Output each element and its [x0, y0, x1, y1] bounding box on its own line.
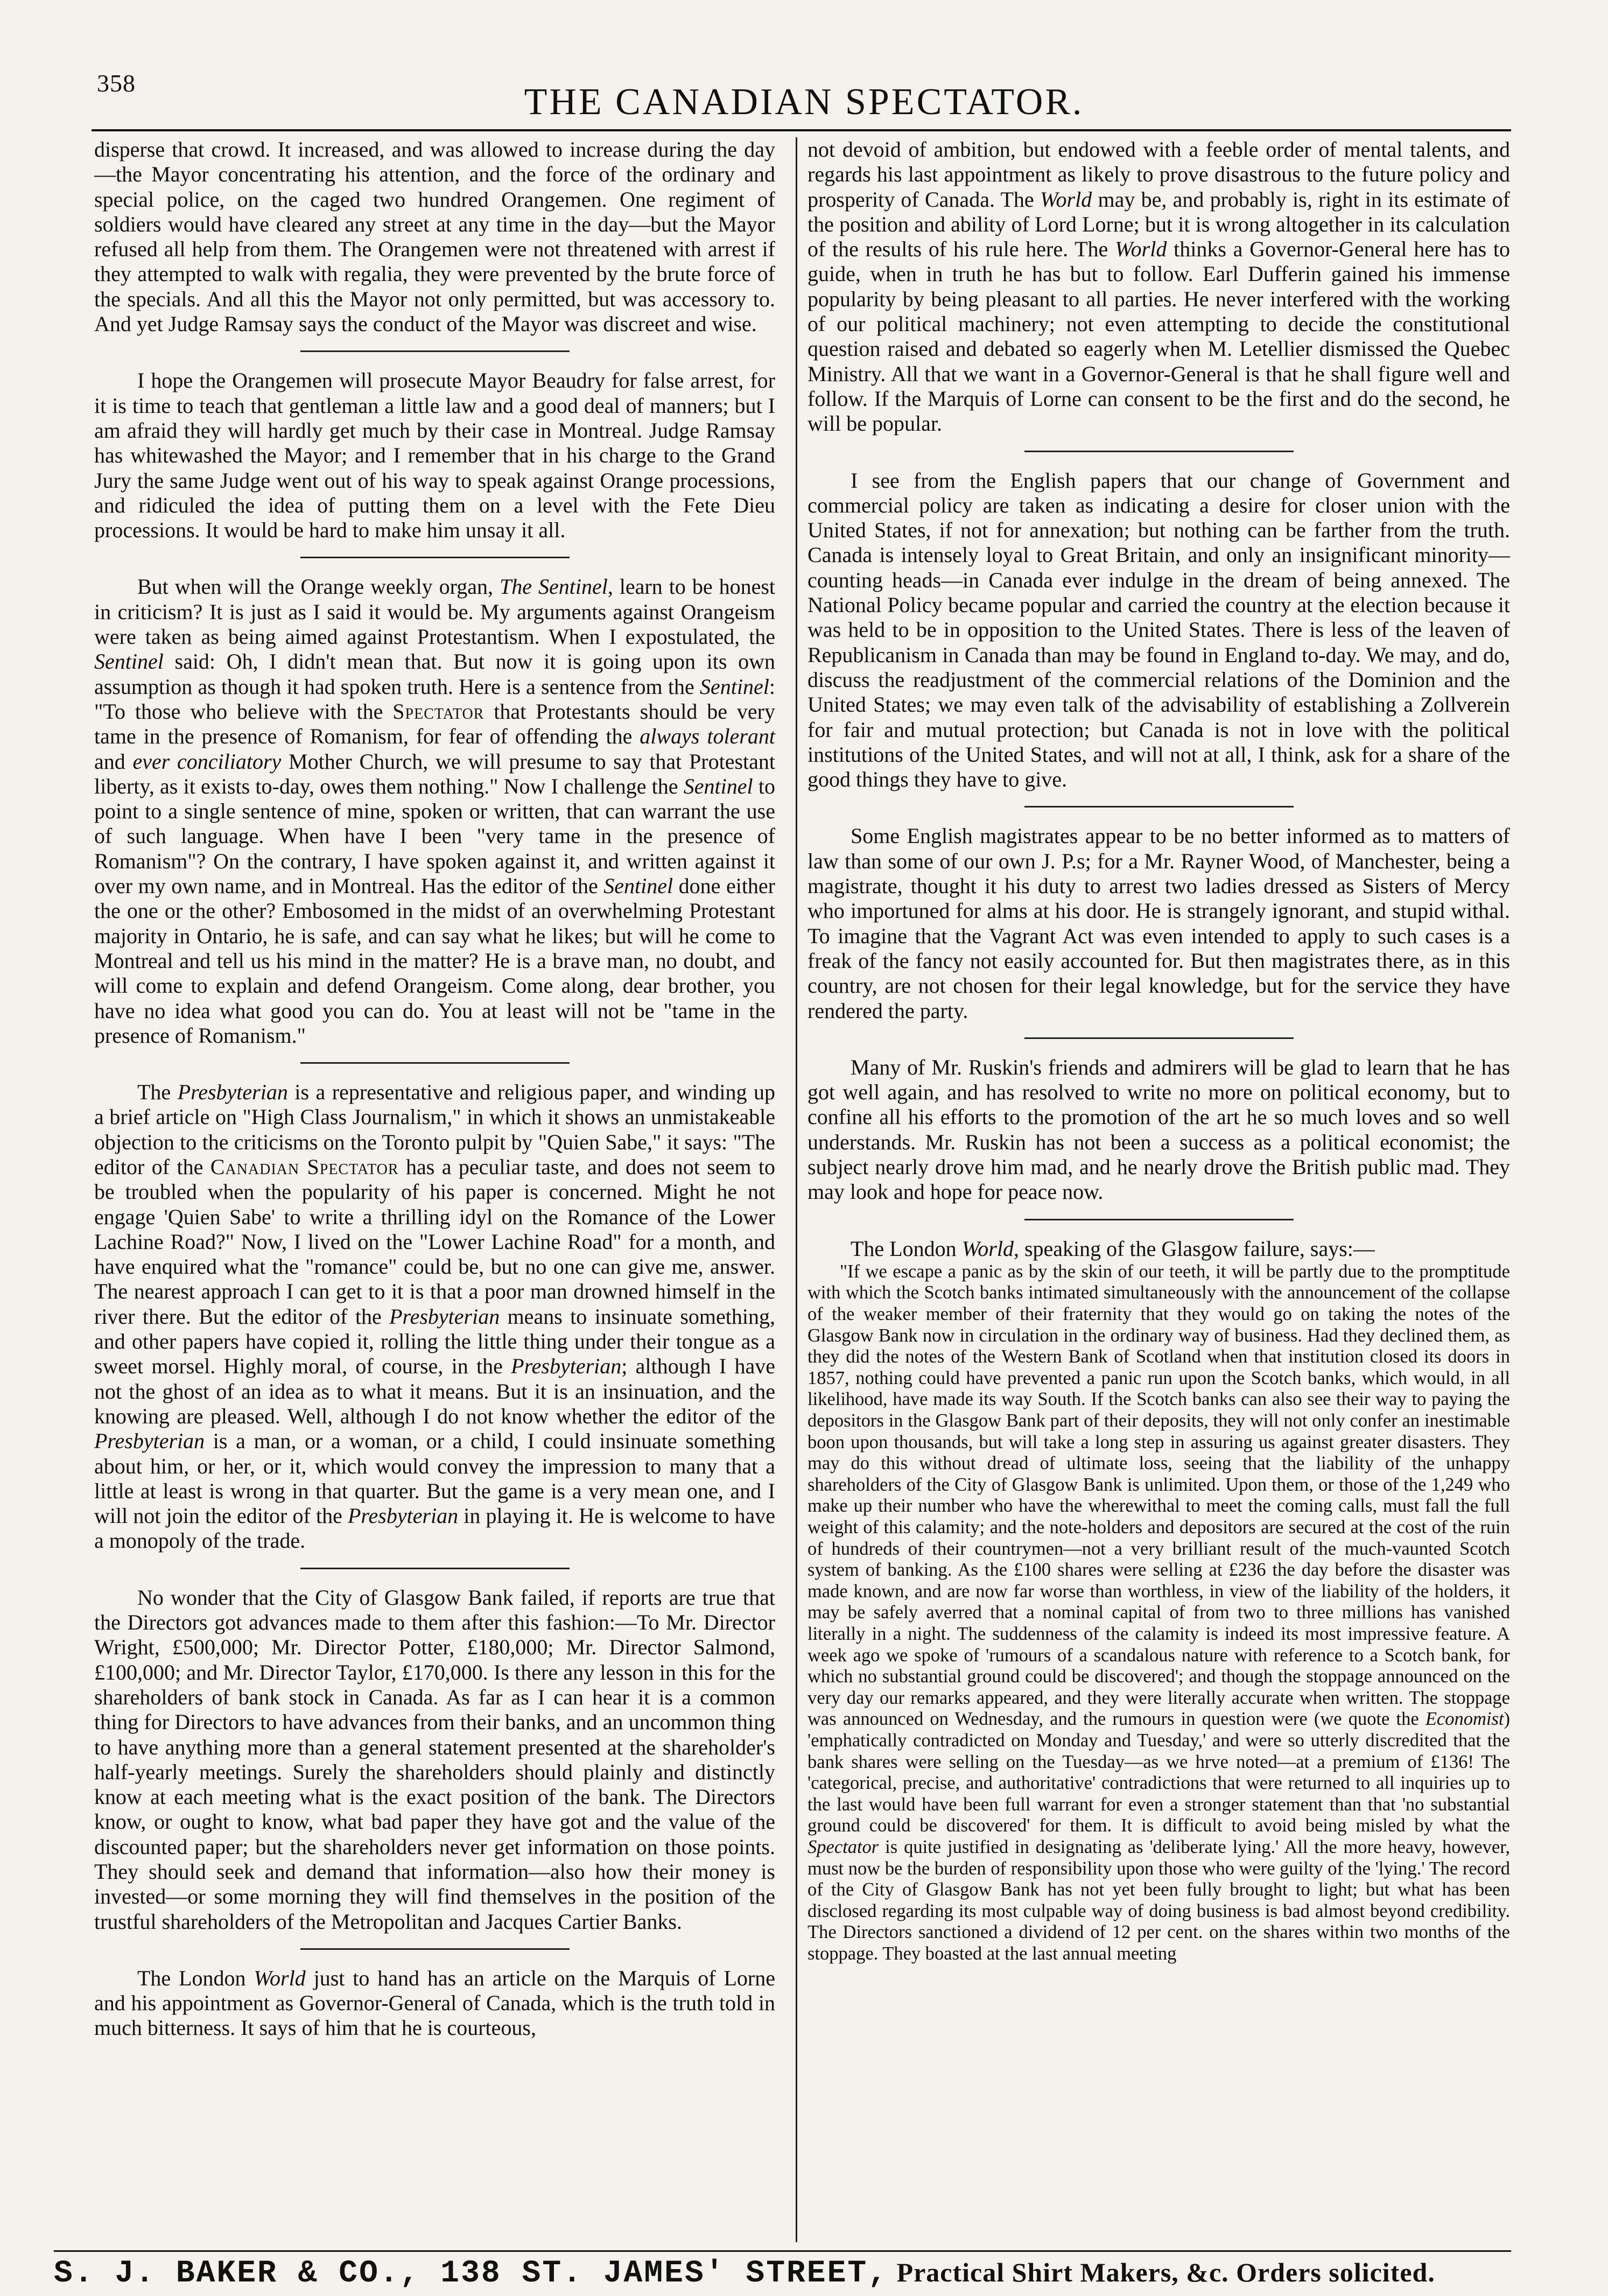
section-separator [300, 1062, 570, 1064]
footer-rule [54, 2250, 1511, 2252]
left-column [94, 137, 775, 2041]
page-number: 358 [97, 69, 136, 97]
article-paragraph: Some English magistrates appear to be no better informed as to matters of law than some of our own J. P.s; for a Mr. Rayner Wood, of Manchester, being a magistrate, thought it his duty to arrest two ladies dressed as Sisters of Mercy who importuned for alms at his door. He is strangely ignorant, and stupid withal. To imagine that the Vagrant Act was even intended to apply to such cases is a freak of the fancy not easily accounted for. But then magistrates there, as in this country, are not chosen for their legal knowledge, but for the service they have rendered the party. [807, 824, 1510, 1023]
section-separator [1024, 451, 1294, 452]
section-separator [1024, 806, 1294, 808]
footer-advertisement [54, 2253, 1511, 2291]
header-rule [92, 129, 1511, 131]
advertiser-tagline: Practical Shirt Makers, &c. Orders solicited. [896, 2257, 1435, 2287]
article-paragraph: No wonder that the City of Glasgow Bank failed, if reports are true that the Directors got advances made to them after this fashion:—To Mr. Director Wright, £500,000; Mr. Director Potter, £180,000; Mr. Director Salmond, £100,000; and Mr. Director Taylor, £170,000. Is there any lesson in this for the shareholders of bank stock in Canada. As far as I can hear it is a common thing for Directors to have advances from their banks, and an uncommon thing to have anything more than a general statement presented at the shareholder's half-yearly meetings. Surely the shareholders should plainly and distinctly know at each meeting what is the exact position of the bank. The Directors know, or ought to know, what bad paper they have got and the value of the discounted paper; but the shareholders never get information on those points. They should seek and demand that information—also how their money is invested—or some morning they will find themselves in the position of the trustful shareholders of the Metropolitan and Jacques Cartier Banks. [94, 1585, 775, 1934]
section-separator [300, 350, 570, 352]
column-divider [796, 137, 797, 2242]
article-paragraph: Many of Mr. Ruskin's friends and admirers will be glad to learn that he has got well again, and has resolved to write no more on political economy, but to confine all his efforts to the promotion of the art he so much loves and so well understands. Mr. Ruskin has not been a success as a political economist; the subject nearly drove him mad, and he nearly drove the British public mad. They may look and hope for peace now. [807, 1055, 1510, 1204]
section-separator [300, 1948, 570, 1950]
section-separator [1024, 1037, 1294, 1039]
page-title: THE CANADIAN SPECTATOR. [524, 81, 1084, 123]
article-paragraph: disperse that crowd. It increased, and was allowed to increase during the day—the Mayor concentrating his attention, and the force of the ordinary and special police, on the caged two hundred Orangemen. One regiment of soldiers would have cleared any street at any time in the day—but the Mayor refused all help from them. The Orangemen were not threatened with arrest if they attempted to walk with regalia, they were prevented by the brute force of the specials. And all this the Mayor not only permitted, but was accessory to. And yet Judge Ramsay says the conduct of the Mayor was discreet and wise. [94, 137, 775, 336]
right-column [807, 137, 1510, 1964]
article-paragraph: The London World just to hand has an article on the Marquis of Lorne and his appointment as Governor-General of Canada, which is the truth told in much bitterness. It says of him that he is courteous, [94, 1965, 775, 2040]
article-paragraph: not devoid of ambition, but endowed with a feeble order of mental talents, and regards his last appointment as likely to prove disastrous to the future policy and prosperity of Canada. The World may be, and probably is, right in its estimate of the position and ability of Lord Lorne; but it is wrong altogether in its calculation of the results of his rule here. The World thinks a Governor-General here has to guide, when in truth he has but to follow. Earl Dufferin gained his immense popularity by being pleasant to all parties. He never interfered with the working of our political machinery; not even attempting to decide the constitutional question raised and debated so eagerly when M. Letellier dismissed the Quebec Ministry. All that we want in a Governor-General is that he shall figure well and follow. If the Marquis of Lorne can consent to be the first and do the second, he will be popular. [807, 137, 1510, 436]
article-paragraph: I hope the Orangemen will prosecute Mayor Beaudry for false arrest, for it is time to teach that gentleman a little law and a good deal of manners; but I am afraid they will hardly get much by their case in Montreal. Judge Ramsay has whitewashed the Mayor; and I remember that in his charge to the Grand Jury the same Judge went out of his way to speak against Orange processions, and ridiculed the idea of putting them on a level with the Fete Dieu processions. It would be hard to make him unsay it all. [94, 368, 775, 543]
article-paragraph: But when will the Orange weekly organ, The Sentinel, learn to be honest in criticism? It is just as I said it would be. My arguments against Orangeism were taken as being aimed against Protestantism. When I expostulated, the Sentinel said: Oh, I didn't mean that. But now it is going upon its own assumption as though it had spoken truth. Here is a sentence from the Sentinel: "To those who believe with the Spectator that Protestants should be very tame in the presence of Romanism, for fear of offending the always tolerant and ever conciliatory Mother Church, we will presume to say that Protestant liberty, as it exists to-day, owes them nothing." Now I challenge the Sentinel to point to a single sentence of mine, spoken or written, that can warrant the use of such language. When have I been "very tame in the presence of Romanism"? On the contrary, I have spoken against it, and written against it over my own name, and in Montreal. Has the editor of the Sentinel done either the one or the other? Embosomed in the midst of an overwhelming Protestant majority in Ontario, he is safe, and can say what he likes; but will he come to Montreal and tell us his mind in the matter? He is a brave man, no doubt, and will come to explain and defend Orangeism. Come along, dear brother, you have no idea what good you can do. You at least will not be "tame in the presence of Romanism." [94, 574, 776, 1048]
block-quote: "If we escape a panic as by the skin of our teeth, it will be partly due to the promptitude with which the Scotch banks intimated simultaneously with the announcement of the collapse of the weaker member of their fraternity that they would go on taking the notes of the Glasgow Bank now in circulation in the ordinary way of business. Had they declined them, as they did the notes of the Western Bank of Scotland when that institution closed its doors in 1857, nothing could have prevented a panic run upon the Scotch banks, which would, in all likelihood, have made its way South. If the Scotch banks can also see their way to paying the depositors in the Glasgow Bank part of their deposits, they will not only confer an inestimable boon upon thousands, but will take a long step in assuring us against greater disasters. They may do this without dread of ultimate loss, seeing that the liability of the unhappy shareholders of the City of Glasgow Bank is unlimited. Upon them, or those of the 1,249 who make up their number who have the wherewithal to meet the coming calls, must fall the full weight of this calamity; and the note-holders and depositors are secured at the cost of the ruin of hundreds of their countrymen—not a very brilliant result of the much-vaunted Scotch system of banking. As the £100 shares were selling at £236 the day before the disaster was made known, and are now far worse than worthless, in view of the liability of the holders, it may be safely averred that a nominal capital of from two to three millions has vanished literally in a night. The suddenness of the calamity is indeed its most impressive feature. A week ago we spoke of 'rumours of a scandalous nature with reference to a Scotch bank, for which no substantial ground could be discovered'; and though the stoppage announced on the very day our remarks appeared, and they were literally accurate when written. The stoppage was announced on Wednesday, and the rumours in question were (we quote the Economist) 'emphatically contradicted on Monday and Tuesday,' and were so utterly discredited that the bank shares were selling on the Tuesday—as we hrve noted—at a premium of £136! The 'categorical, precise, and authoritative' contradictions that were returned to all inquiries up to the last would have been full warrant for even a stronger statement than that 'no substantial ground could be discovered' for them. It is difficult to avoid being misled by what the Spectator is quite justified in designating as 'deliberate lying.' All the more heavy, however, must now be the burden of responsibility upon those who were guilty of the 'lying.' The record of the City of Glasgow Bank has not yet been fully brought to light; but what has been disclosed regarding its most culpable way of doing business is bad almost beyond credibility. The Directors sanctioned a dividend of 12 per cent. on the shares within two months of the stoppage. They boasted at the last annual meeting [807, 1261, 1510, 1964]
section-separator [300, 557, 570, 558]
article-paragraph: The London World, speaking of the Glasgow failure, says:— [851, 1236, 1375, 1261]
section-separator [300, 1568, 570, 1569]
advertiser-name: S. J. BAKER & CO., 138 ST. JAMES' STREET, [54, 2256, 889, 2291]
article-paragraph: I see from the English papers that our change of Government and commercial policy are taken as indicating a desire for closer union with the United States, if not for annexation; but nothing can be farther from the truth. Canada is intensely loyal to Great Britain, and only an insignificant minority—counting heads—in Canada ever indulge in the dream of being annexed. The National Policy became popular and carried the country at the election because it was held to be in opposition to the United States. There is less of the leaven of Republicanism in Canada than may be found in England to-day. We may, and do, discuss the readjustment of the commercial relations of the Dominion and the United States; we may even talk of the advisability of establishing a Zollverein for fair and mutual protection; but Canada is not in love with the political institutions of the United States, and will not at all, I think, ask for a share of the good things they have to give. [807, 468, 1510, 792]
article-paragraph: The Presbyterian is a representative and religious paper, and winding up a brief article on "High Class Journalism," in which it shows an unmistakeable objection to the criticisms on the Toronto pulpit by "Quien Sabe," it says: "The editor of the Canadian Spectator has a peculiar taste, and does not seem to be troubled when the popularity of his paper is concerned. Might he not engage 'Quien Sabe' to write a thrilling idyl on the Romance of the Lower Lachine Road?" Now, I lived on the "Lower Lachine Road" for a month, and have enquired what the "romance" could be, but no one can give me, answer. The nearest approach I can get to it is that a poor man drowned himself in the river there. But the editor of the Presbyterian means to insinuate something, and other papers have copied it, rolling the little thing under their tongue as a sweet morsel. Highly moral, of course, in the Presbyterian; although I have not the ghost of an idea as to what it means. But it is an insinuation, and the knowing are pleased. Well, although I do not know whether the editor of the Presbyterian is a man, or a woman, or a child, I could insinuate something about him, or her, or it, which would convey the impression to many that a little at least is wrong in that quarter. But the game is a very mean one, and I will not join the editor of the Presbyterian in playing it. He is welcome to have a monopoly of the trade. [94, 1080, 776, 1553]
section-separator [1024, 1219, 1294, 1220]
